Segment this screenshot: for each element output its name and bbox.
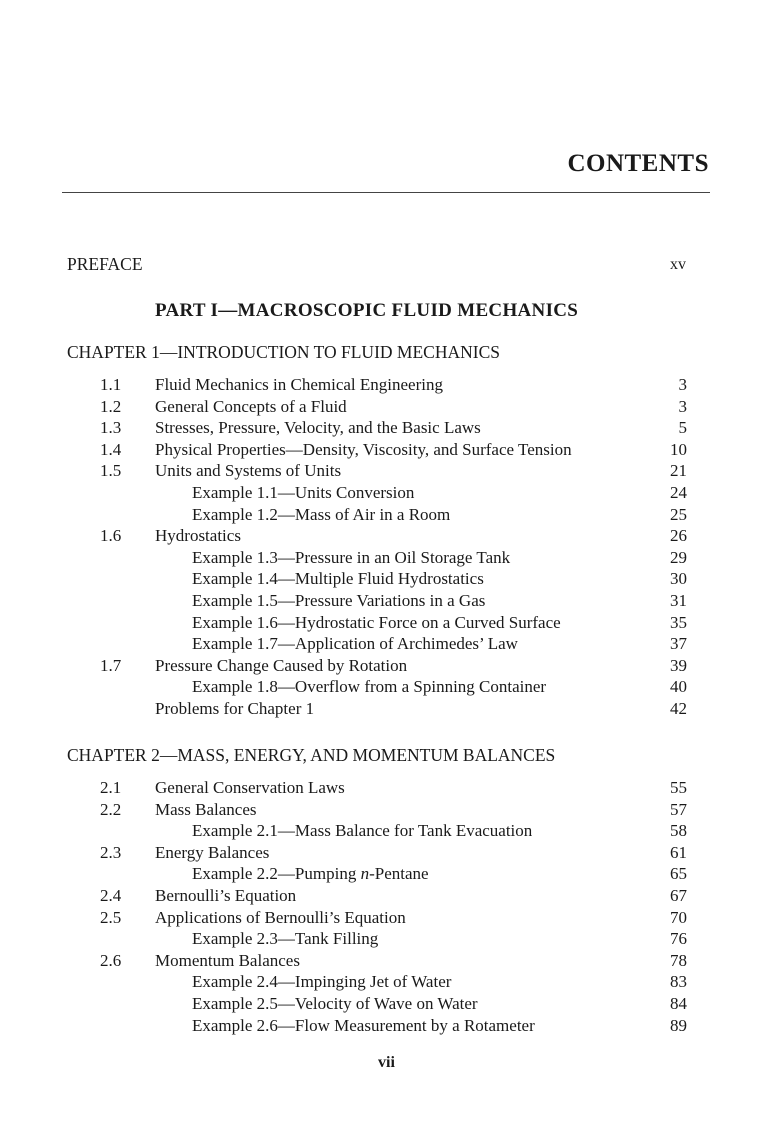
toc-entry — [0, 396, 773, 418]
toc-example-entry — [0, 590, 773, 612]
entry-title: Example 1.2—Mass of Air in a Room — [192, 504, 451, 524]
entry-page-number: 3 — [678, 375, 687, 394]
entry-title: Example 2.5—Velocity of Wave on Water — [192, 993, 478, 1013]
entry-title: Example 1.1—Units Conversion — [192, 482, 415, 502]
entry-title: Momentum Balances — [155, 950, 300, 970]
chapter-1-entries — [0, 374, 773, 720]
toc-example-entry — [0, 482, 773, 504]
entry-page-number: 57 — [670, 799, 687, 819]
page-number: vii — [378, 1054, 395, 1071]
entry-page-number: 65 — [670, 864, 687, 884]
entry-title: Example 1.5—Pressure Variations in a Gas — [192, 590, 486, 610]
entry-title: Example 2.6—Flow Measurement by a Rotameter — [192, 1015, 535, 1035]
toc-entry — [0, 799, 773, 821]
section-number: 1.6 — [100, 526, 122, 546]
entry-title: Units and Systems of Units — [155, 461, 342, 481]
entry-page-number: 21 — [670, 461, 687, 481]
toc-example-entry — [0, 993, 773, 1015]
toc-entry — [0, 698, 773, 720]
entry-title: Physical Properties—Density, Viscosity, and Surface Tension — [155, 439, 572, 459]
section-number: 1.5 — [100, 461, 122, 481]
section-number: 1.4 — [100, 439, 122, 459]
entry-page-number: 76 — [670, 929, 687, 949]
toc-example-entry — [0, 928, 773, 950]
entry-page-number: 42 — [670, 698, 687, 718]
section-number: 2.6 — [100, 950, 122, 970]
section-number: 1.1 — [100, 375, 122, 394]
entry-title: Fluid Mechanics in Chemical Engineering — [155, 375, 443, 394]
entry-page-number: 26 — [670, 526, 687, 546]
entry-page-number: 55 — [670, 778, 687, 797]
entry-page-number: 40 — [670, 677, 687, 697]
entry-page-number: 25 — [670, 504, 687, 524]
toc-entry — [0, 439, 773, 461]
toc-entry — [0, 374, 773, 396]
preface-page-number: xv — [670, 256, 686, 273]
toc-entry — [0, 907, 773, 929]
entry-title: Example 2.1—Mass Balance for Tank Evacuation — [192, 821, 533, 841]
entry-page-number: 3 — [678, 396, 687, 416]
entry-title: General Concepts of a Fluid — [155, 396, 347, 416]
page-title: CONTENTS — [567, 150, 709, 177]
toc-entry — [0, 655, 773, 677]
toc-example-entry — [0, 612, 773, 634]
entry-page-number: 10 — [670, 439, 687, 459]
entry-title: Mass Balances — [155, 799, 257, 819]
entry-title: Stresses, Pressure, Velocity, and the Basic Laws — [155, 418, 481, 438]
entry-title: Bernoulli’s Equation — [155, 885, 297, 905]
entry-page-number: 5 — [678, 418, 687, 438]
toc-example-entry — [0, 1015, 773, 1037]
entry-title: General Conservation Laws — [155, 778, 345, 797]
entry-page-number: 31 — [670, 590, 687, 610]
section-number: 2.1 — [100, 778, 122, 797]
section-number: 2.5 — [100, 907, 122, 927]
toc-example-entry — [0, 633, 773, 655]
toc-entry — [0, 842, 773, 864]
chapter-2-heading: CHAPTER 2—MASS, ENERGY, AND MOMENTUM BALANCES — [67, 745, 556, 765]
toc-example-entry — [0, 971, 773, 993]
entry-title: Energy Balances — [155, 842, 270, 862]
section-number: 1.3 — [100, 418, 122, 438]
entry-title: Example 2.3—Tank Filling — [192, 929, 379, 949]
entry-page-number: 35 — [670, 612, 687, 632]
entry-title: Pressure Change Caused by Rotation — [155, 655, 408, 675]
entry-title: Example 1.6—Hydrostatic Force on a Curved Surface — [192, 612, 561, 632]
entry-title: Problems for Chapter 1 — [155, 698, 315, 718]
toc-example-entry — [0, 504, 773, 526]
entry-page-number: 37 — [670, 634, 687, 654]
entry-page-number: 30 — [670, 569, 687, 589]
entry-page-number: 24 — [670, 482, 687, 502]
entry-page-number: 61 — [670, 842, 687, 862]
toc-example-entry — [0, 863, 773, 885]
toc-entry — [0, 885, 773, 907]
toc-example-entry — [0, 547, 773, 569]
entry-page-number: 70 — [670, 907, 687, 927]
entry-page-number: 89 — [670, 1015, 687, 1035]
section-number: 1.7 — [100, 655, 122, 675]
title-rule — [62, 192, 710, 193]
toc-example-entry — [0, 676, 773, 698]
entry-page-number: 84 — [670, 993, 687, 1013]
toc-entry — [0, 525, 773, 547]
entry-title: Example 1.8—Overflow from a Spinning Container — [192, 677, 547, 697]
toc-example-entry — [0, 568, 773, 590]
preface-entry: PREFACE — [67, 254, 143, 274]
toc-entry — [0, 460, 773, 482]
chapter-2-entries — [0, 777, 773, 1036]
entry-title: Hydrostatics — [155, 526, 241, 546]
section-number: 2.2 — [100, 799, 122, 819]
entry-title: Applications of Bernoulli’s Equation — [155, 907, 406, 927]
entry-page-number: 83 — [670, 972, 687, 992]
chapter-1-heading: CHAPTER 1—INTRODUCTION TO FLUID MECHANICS — [67, 342, 500, 362]
section-number: 2.3 — [100, 842, 122, 862]
entry-page-number: 29 — [670, 547, 687, 567]
entry-page-number: 58 — [670, 821, 687, 841]
toc-example-entry — [0, 820, 773, 842]
toc-entry — [0, 417, 773, 439]
entry-page-number: 39 — [670, 655, 687, 675]
entry-title: Example 1.7—Application of Archimedes’ Law — [192, 634, 518, 654]
entry-page-number: 78 — [670, 950, 687, 970]
entry-title: Example 1.4—Multiple Fluid Hydrostatics — [192, 569, 484, 589]
entry-page-number: 67 — [670, 885, 687, 905]
toc-entry — [0, 777, 773, 799]
entry-title: Example 1.3—Pressure in an Oil Storage Tank — [192, 547, 511, 567]
entry-title: Example 2.4—Impinging Jet of Water — [192, 972, 452, 992]
toc-entry — [0, 950, 773, 972]
entry-title: Example 2.2—Pumping n-Pentane — [192, 864, 429, 884]
section-number: 1.2 — [100, 396, 122, 416]
section-number: 2.4 — [100, 885, 122, 905]
part-heading: PART I—MACROSCOPIC FLUID MECHANICS — [155, 300, 579, 321]
